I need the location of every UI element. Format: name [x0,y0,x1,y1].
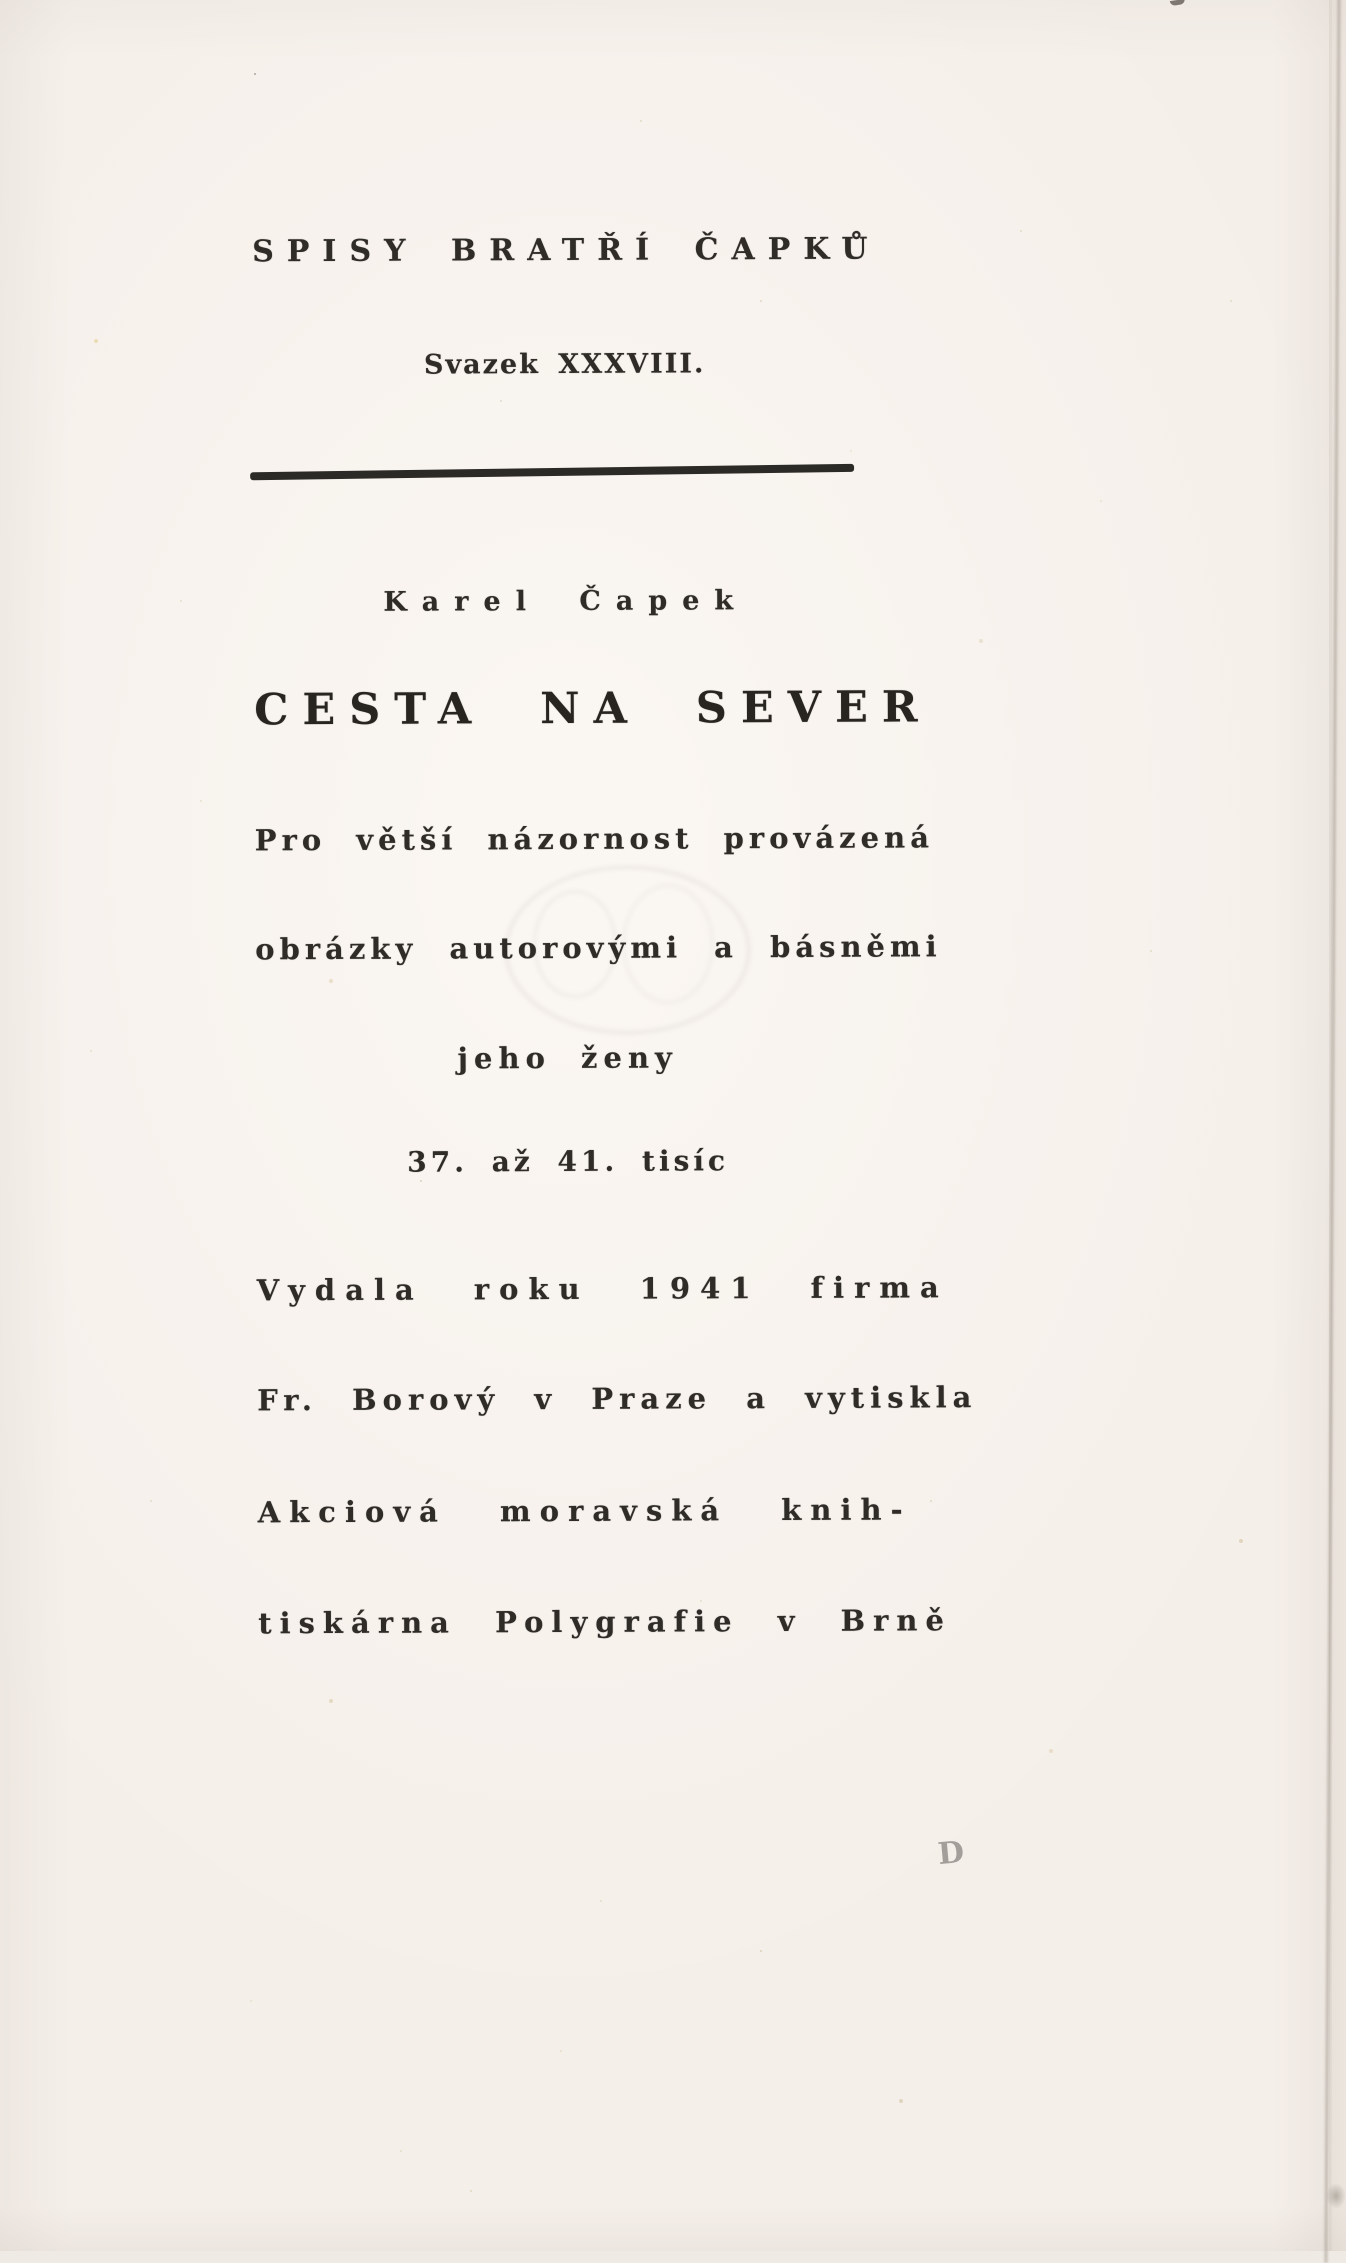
series-title: SPISY BRATŘÍ ČAPKŮ [252,231,881,270]
subtitle-line-3: jeho ženy [457,1040,678,1076]
subtitle-line-2: obrázky autorovými a básněmi [255,929,942,967]
imprint-line-3: Akciová moravská knih- [257,1492,912,1530]
edition-note: 37. až 41. tisíc [407,1144,730,1179]
imprint-line-2: Fr. Borový v Praze a vytiskla [257,1380,978,1418]
separator-rule [250,464,854,480]
imprint-line-1: Vydala roku 1941 firma [256,1270,949,1308]
pencil-mark: D [936,1834,966,1873]
author-name: Karel Čapek [383,585,749,618]
volume-number: Svazek XXXVIII. [423,348,706,381]
book-title: CESTA NA SEVER [254,682,932,736]
imprint-line-4: tiskárna Polygrafie v Brně [258,1603,953,1641]
subtitle-line-1: Pro větší názornost provázená [254,820,935,858]
